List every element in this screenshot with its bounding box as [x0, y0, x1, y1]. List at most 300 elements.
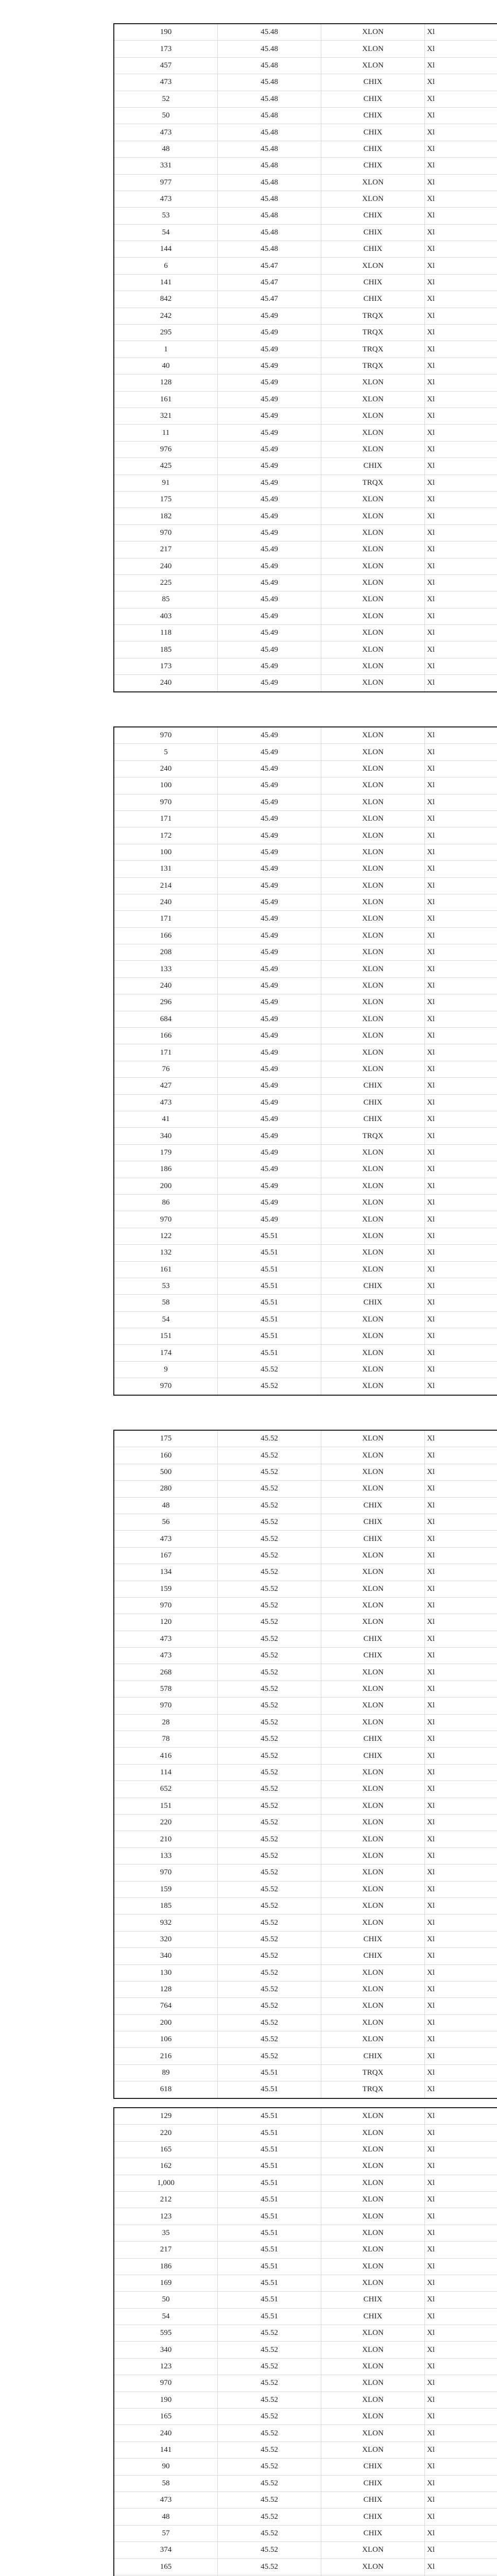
price-cell: 45.51: [218, 2292, 321, 2308]
table-row: [114, 2375, 497, 2392]
venue-code-cell: Xl: [425, 727, 497, 744]
venue-code-cell: Xl: [425, 2492, 497, 2508]
volume-cell: 970: [114, 1698, 218, 1714]
volume-cell: 100: [114, 844, 218, 860]
venue-cell: CHIX: [321, 241, 425, 258]
venue-cell: CHIX: [321, 1731, 425, 1748]
venue-code-cell: Xl: [425, 107, 497, 124]
venue-cell: XLON: [321, 441, 425, 457]
table-row: [114, 358, 497, 374]
price-cell: 45.52: [218, 1714, 321, 1731]
venue-cell: XLON: [321, 408, 425, 424]
venue-code-cell: Xl: [425, 675, 497, 692]
volume-cell: 340: [114, 2342, 218, 2358]
volume-cell: 11: [114, 425, 218, 441]
table-row: [114, 2064, 497, 2081]
price-cell: 45.51: [218, 2242, 321, 2258]
price-cell: 45.52: [218, 2409, 321, 2425]
volume-cell: 240: [114, 977, 218, 994]
venue-cell: CHIX: [321, 274, 425, 291]
table-row: [114, 2358, 497, 2375]
price-cell: 45.52: [218, 1531, 321, 1547]
table-row: [114, 1345, 497, 1361]
price-cell: 45.49: [218, 1194, 321, 1211]
venue-code-cell: Xl: [425, 658, 497, 674]
venue-code-cell: Xl: [425, 1531, 497, 1547]
price-cell: 45.51: [218, 1345, 321, 1361]
table-row: [114, 2175, 497, 2191]
volume-cell: 578: [114, 1681, 218, 1697]
venue-code-cell: Xl: [425, 911, 497, 927]
table-row: [114, 1881, 497, 1897]
venue-code-cell: Xl: [425, 2048, 497, 2064]
venue-cell: CHIX: [321, 1948, 425, 1964]
venue-code-cell: Xl: [425, 1447, 497, 1464]
price-cell: 45.48: [218, 174, 321, 191]
venue-code-cell: Xl: [425, 2208, 497, 2225]
venue-cell: XLON: [321, 1714, 425, 1731]
price-cell: 45.49: [218, 375, 321, 391]
price-cell: 45.52: [218, 2048, 321, 2064]
venue-code-cell: Xl: [425, 441, 497, 457]
table-row: [114, 74, 497, 91]
venue-cell: XLON: [321, 41, 425, 57]
venue-cell: XLON: [321, 2425, 425, 2442]
table-row: [114, 2325, 497, 2342]
price-cell: 45.51: [218, 2141, 321, 2158]
table-row: [114, 1848, 497, 1864]
price-cell: 45.52: [218, 1681, 321, 1697]
table-row: [114, 1531, 497, 1547]
venue-code-cell: Xl: [425, 1948, 497, 1964]
table-row: [114, 2492, 497, 2508]
price-cell: 45.52: [218, 1781, 321, 1798]
venue-code-cell: Xl: [425, 1011, 497, 1027]
venue-cell: CHIX: [321, 2292, 425, 2308]
venue-cell: CHIX: [321, 1514, 425, 1530]
price-cell: 45.48: [218, 141, 321, 157]
venue-cell: XLON: [321, 777, 425, 794]
volume-cell: 186: [114, 2258, 218, 2275]
table-row: [114, 608, 497, 624]
volume-cell: 123: [114, 2358, 218, 2375]
venue-code-cell: Xl: [425, 1564, 497, 1581]
venue-cell: XLON: [321, 1144, 425, 1161]
volume-cell: 473: [114, 1648, 218, 1664]
volume-cell: 1,000: [114, 2175, 218, 2191]
price-cell: 45.48: [218, 241, 321, 258]
table-row: [114, 2525, 497, 2541]
table-row: [114, 2475, 497, 2492]
venue-code-cell: Xl: [425, 358, 497, 374]
venue-cell: XLON: [321, 877, 425, 894]
table-row: [114, 2031, 497, 2048]
price-cell: 45.49: [218, 1011, 321, 1027]
venue-cell: XLON: [321, 2108, 425, 2125]
price-cell: 45.49: [218, 727, 321, 744]
price-cell: 45.52: [218, 2442, 321, 2458]
volume-cell: 133: [114, 1848, 218, 1864]
price-cell: 45.51: [218, 1278, 321, 1294]
table-row: [114, 1581, 497, 1597]
volume-cell: 403: [114, 608, 218, 624]
table-row: [114, 2342, 497, 2358]
table-row: [114, 107, 497, 124]
table-row: [114, 591, 497, 608]
table-row: [114, 2125, 497, 2141]
price-cell: 45.51: [218, 2258, 321, 2275]
venue-cell: XLON: [321, 524, 425, 541]
venue-code-cell: Xl: [425, 91, 497, 107]
volume-cell: 240: [114, 2425, 218, 2442]
price-cell: 45.49: [218, 675, 321, 692]
venue-cell: XLON: [321, 1061, 425, 1077]
price-cell: 45.52: [218, 1798, 321, 1814]
venue-code-cell: Xl: [425, 2308, 497, 2325]
venue-cell: XLON: [321, 2392, 425, 2408]
venue-cell: XLON: [321, 57, 425, 74]
volume-cell: 473: [114, 191, 218, 207]
price-cell: 45.49: [218, 877, 321, 894]
table-row: [114, 1497, 497, 1514]
price-cell: 45.49: [218, 524, 321, 541]
volume-cell: 842: [114, 291, 218, 308]
table-row: [114, 2275, 497, 2291]
volume-cell: 161: [114, 391, 218, 408]
volume-cell: 340: [114, 1948, 218, 1964]
table-row: [114, 675, 497, 692]
volume-cell: 56: [114, 1514, 218, 1530]
venue-code-cell: Xl: [425, 341, 497, 358]
price-cell: 45.52: [218, 2342, 321, 2358]
table-row: [114, 524, 497, 541]
venue-cell: CHIX: [321, 91, 425, 107]
volume-cell: 54: [114, 2308, 218, 2325]
volume-cell: 416: [114, 1748, 218, 1764]
volume-cell: 214: [114, 877, 218, 894]
venue-code-cell: Xl: [425, 1798, 497, 1814]
venue-cell: CHIX: [321, 224, 425, 241]
table-row: [114, 1111, 497, 1127]
price-cell: 45.52: [218, 1447, 321, 1464]
venue-cell: XLON: [321, 1981, 425, 1997]
venue-cell: XLON: [321, 2275, 425, 2291]
table-row: [114, 2509, 497, 2525]
venue-code-cell: Xl: [425, 425, 497, 441]
price-cell: 45.52: [218, 1614, 321, 1631]
volume-cell: 161: [114, 1261, 218, 1278]
table-row: [114, 2459, 497, 2475]
volume-cell: 225: [114, 574, 218, 591]
table-row: [114, 2081, 497, 2098]
price-cell: 45.52: [218, 1547, 321, 1564]
price-cell: 45.48: [218, 41, 321, 57]
table-row: [114, 341, 497, 358]
venue-code-cell: Xl: [425, 1328, 497, 1345]
venue-code-cell: Xl: [425, 274, 497, 291]
table-row: [114, 1698, 497, 1714]
table-row: [114, 1194, 497, 1211]
price-cell: 45.51: [218, 1328, 321, 1345]
venue-code-cell: Xl: [425, 2509, 497, 2525]
table-row: [114, 760, 497, 777]
venue-cell: XLON: [321, 2031, 425, 2048]
table-row: [114, 1781, 497, 1798]
venue-code-cell: Xl: [425, 2064, 497, 2081]
venue-cell: XLON: [321, 1211, 425, 1228]
volume-cell: 652: [114, 1781, 218, 1798]
venue-code-cell: Xl: [425, 1931, 497, 1947]
volume-cell: 89: [114, 2064, 218, 2081]
price-cell: 45.49: [218, 961, 321, 977]
volume-cell: 76: [114, 1061, 218, 1077]
price-cell: 45.52: [218, 2358, 321, 2375]
venue-code-cell: Xl: [425, 291, 497, 308]
venue-cell: XLON: [321, 391, 425, 408]
price-cell: 45.52: [218, 2558, 321, 2575]
volume-cell: 473: [114, 1531, 218, 1547]
venue-cell: XLON: [321, 1781, 425, 1798]
venue-cell: XLON: [321, 1245, 425, 1261]
venue-cell: XLON: [321, 1581, 425, 1597]
table-row: [114, 57, 497, 74]
table-row: [114, 1481, 497, 1497]
volume-cell: 331: [114, 158, 218, 174]
volume-cell: 217: [114, 541, 218, 558]
price-cell: 45.51: [218, 2064, 321, 2081]
table-row: [114, 2141, 497, 2158]
venue-code-cell: Xl: [425, 375, 497, 391]
price-cell: 45.52: [218, 1814, 321, 1831]
venue-code-cell: Xl: [425, 541, 497, 558]
volume-cell: 86: [114, 1194, 218, 1211]
table-row: [114, 744, 497, 760]
venue-cell: CHIX: [321, 1278, 425, 1294]
venue-code-cell: Xl: [425, 474, 497, 491]
table-row: [114, 375, 497, 391]
venue-code-cell: Xl: [425, 1144, 497, 1161]
volume-cell: 473: [114, 1094, 218, 1111]
venue-code-cell: Xl: [425, 894, 497, 910]
table-row: [114, 1278, 497, 1294]
venue-code-cell: Xl: [425, 174, 497, 191]
venue-code-cell: Xl: [425, 1764, 497, 1781]
venue-cell: XLON: [321, 191, 425, 207]
venue-cell: CHIX: [321, 2525, 425, 2541]
volume-cell: 35: [114, 2225, 218, 2241]
venue-code-cell: Xl: [425, 74, 497, 91]
venue-cell: XLON: [321, 1378, 425, 1395]
volume-cell: 28: [114, 1714, 218, 1731]
venue-code-cell: Xl: [425, 2258, 497, 2275]
venue-code-cell: Xl: [425, 2242, 497, 2258]
price-cell: 45.52: [218, 2014, 321, 2031]
venue-code-cell: Xl: [425, 944, 497, 961]
volume-cell: 970: [114, 2375, 218, 2392]
volume-cell: 296: [114, 994, 218, 1011]
price-cell: 45.47: [218, 258, 321, 274]
venue-code-cell: Xl: [425, 524, 497, 541]
venue-cell: CHIX: [321, 1295, 425, 1311]
venue-code-cell: Xl: [425, 1028, 497, 1044]
table-row: [114, 158, 497, 174]
volume-cell: 53: [114, 1278, 218, 1294]
venue-cell: CHIX: [321, 74, 425, 91]
price-cell: 45.52: [218, 1698, 321, 1714]
volume-cell: 970: [114, 1865, 218, 1881]
table-row: [114, 241, 497, 258]
table-row: [114, 1028, 497, 1044]
venue-code-cell: Xl: [425, 994, 497, 1011]
venue-cell: TRQX: [321, 1128, 425, 1144]
venue-code-cell: Xl: [425, 2158, 497, 2175]
volume-cell: 6: [114, 258, 218, 274]
price-cell: 45.49: [218, 641, 321, 658]
venue-code-cell: Xl: [425, 2375, 497, 2392]
venue-code-cell: Xl: [425, 1631, 497, 1647]
table-row: [114, 1597, 497, 1614]
table-row: [114, 1564, 497, 1581]
table-row: [114, 625, 497, 641]
table-row: [114, 658, 497, 674]
price-cell: 45.51: [218, 2108, 321, 2125]
venue-code-cell: Xl: [425, 258, 497, 274]
table-row: [114, 961, 497, 977]
volume-cell: 50: [114, 2292, 218, 2308]
price-cell: 45.51: [218, 2158, 321, 2175]
price-cell: 45.48: [218, 224, 321, 241]
venue-cell: XLON: [321, 1764, 425, 1781]
venue-cell: XLON: [321, 927, 425, 944]
table-row: [114, 894, 497, 910]
volume-cell: 185: [114, 1897, 218, 1914]
price-cell: 45.52: [218, 1731, 321, 1748]
price-cell: 45.51: [218, 1245, 321, 1261]
venue-code-cell: Xl: [425, 57, 497, 74]
price-cell: 45.51: [218, 2125, 321, 2141]
table-row: [114, 1311, 497, 1328]
volume-cell: 114: [114, 1764, 218, 1781]
table-row: [114, 810, 497, 827]
volume-cell: 159: [114, 1881, 218, 1897]
price-cell: 45.52: [218, 2031, 321, 2048]
venue-code-cell: Xl: [425, 224, 497, 241]
venue-cell: CHIX: [321, 2308, 425, 2325]
volume-cell: 122: [114, 1228, 218, 1244]
venue-code-cell: Xl: [425, 2342, 497, 2358]
venue-cell: CHIX: [321, 208, 425, 224]
volume-cell: 185: [114, 641, 218, 658]
venue-code-cell: Xl: [425, 1781, 497, 1798]
table-row: [114, 1464, 497, 1480]
table-row: [114, 441, 497, 457]
volume-cell: 90: [114, 2459, 218, 2475]
venue-code-cell: Xl: [425, 24, 497, 41]
venue-code-cell: Xl: [425, 391, 497, 408]
venue-code-cell: Xl: [425, 961, 497, 977]
venue-cell: XLON: [321, 658, 425, 674]
venue-code-cell: Xl: [425, 1078, 497, 1094]
table-row: [114, 308, 497, 324]
venue-cell: XLON: [321, 1430, 425, 1447]
table-row: [114, 2409, 497, 2425]
volume-cell: 425: [114, 458, 218, 474]
volume-cell: 175: [114, 1430, 218, 1447]
venue-code-cell: Xl: [425, 1648, 497, 1664]
venue-code-cell: Xl: [425, 2175, 497, 2191]
price-cell: 45.49: [218, 658, 321, 674]
venue-cell: CHIX: [321, 1931, 425, 1947]
table-row: [114, 1094, 497, 1111]
venue-cell: XLON: [321, 1345, 425, 1361]
venue-code-cell: Xl: [425, 827, 497, 844]
table-row: [114, 1831, 497, 1848]
venue-cell: XLON: [321, 574, 425, 591]
volume-cell: 91: [114, 474, 218, 491]
table-row: [114, 2425, 497, 2442]
table-row: [114, 927, 497, 944]
venue-code-cell: Xl: [425, 1128, 497, 1144]
table-row: [114, 458, 497, 474]
venue-code-cell: Xl: [425, 2358, 497, 2375]
venue-code-cell: Xl: [425, 2275, 497, 2291]
venue-cell: XLON: [321, 2342, 425, 2358]
volume-cell: 162: [114, 2158, 218, 2175]
venue-code-cell: Xl: [425, 1178, 497, 1194]
venue-cell: XLON: [321, 2208, 425, 2225]
venue-code-cell: Xl: [425, 608, 497, 624]
venue-code-cell: Xl: [425, 1161, 497, 1178]
venue-code-cell: Xl: [425, 844, 497, 860]
venue-code-cell: Xl: [425, 1547, 497, 1564]
venue-code-cell: Xl: [425, 458, 497, 474]
venue-code-cell: Xl: [425, 1311, 497, 1328]
price-cell: 45.52: [218, 2325, 321, 2342]
volume-cell: 595: [114, 2325, 218, 2342]
venue-code-cell: Xl: [425, 1464, 497, 1480]
venue-code-cell: Xl: [425, 777, 497, 794]
price-cell: 45.52: [218, 1881, 321, 1897]
price-cell: 45.52: [218, 1564, 321, 1581]
volume-cell: 200: [114, 1178, 218, 1194]
table-row: [114, 1998, 497, 2014]
venue-code-cell: Xl: [425, 41, 497, 57]
volume-cell: 473: [114, 74, 218, 91]
volume-cell: 970: [114, 727, 218, 744]
volume-cell: 165: [114, 2141, 218, 2158]
venue-code-cell: Xl: [425, 141, 497, 157]
venue-code-cell: Xl: [425, 1228, 497, 1244]
venue-code-cell: Xl: [425, 508, 497, 524]
volume-cell: 190: [114, 24, 218, 41]
price-cell: 45.52: [218, 1914, 321, 1931]
venue-cell: CHIX: [321, 2492, 425, 2508]
price-cell: 45.51: [218, 2191, 321, 2208]
venue-cell: XLON: [321, 375, 425, 391]
volume-cell: 129: [114, 2108, 218, 2125]
price-cell: 45.49: [218, 358, 321, 374]
venue-cell: XLON: [321, 1481, 425, 1497]
venue-code-cell: Xl: [425, 1865, 497, 1881]
volume-cell: 200: [114, 2014, 218, 2031]
table-row: [114, 2558, 497, 2575]
volume-cell: 175: [114, 491, 218, 507]
venue-code-cell: Xl: [425, 927, 497, 944]
venue-cell: XLON: [321, 944, 425, 961]
venue-cell: XLON: [321, 174, 425, 191]
table-row: [114, 977, 497, 994]
table-row: [114, 191, 497, 207]
